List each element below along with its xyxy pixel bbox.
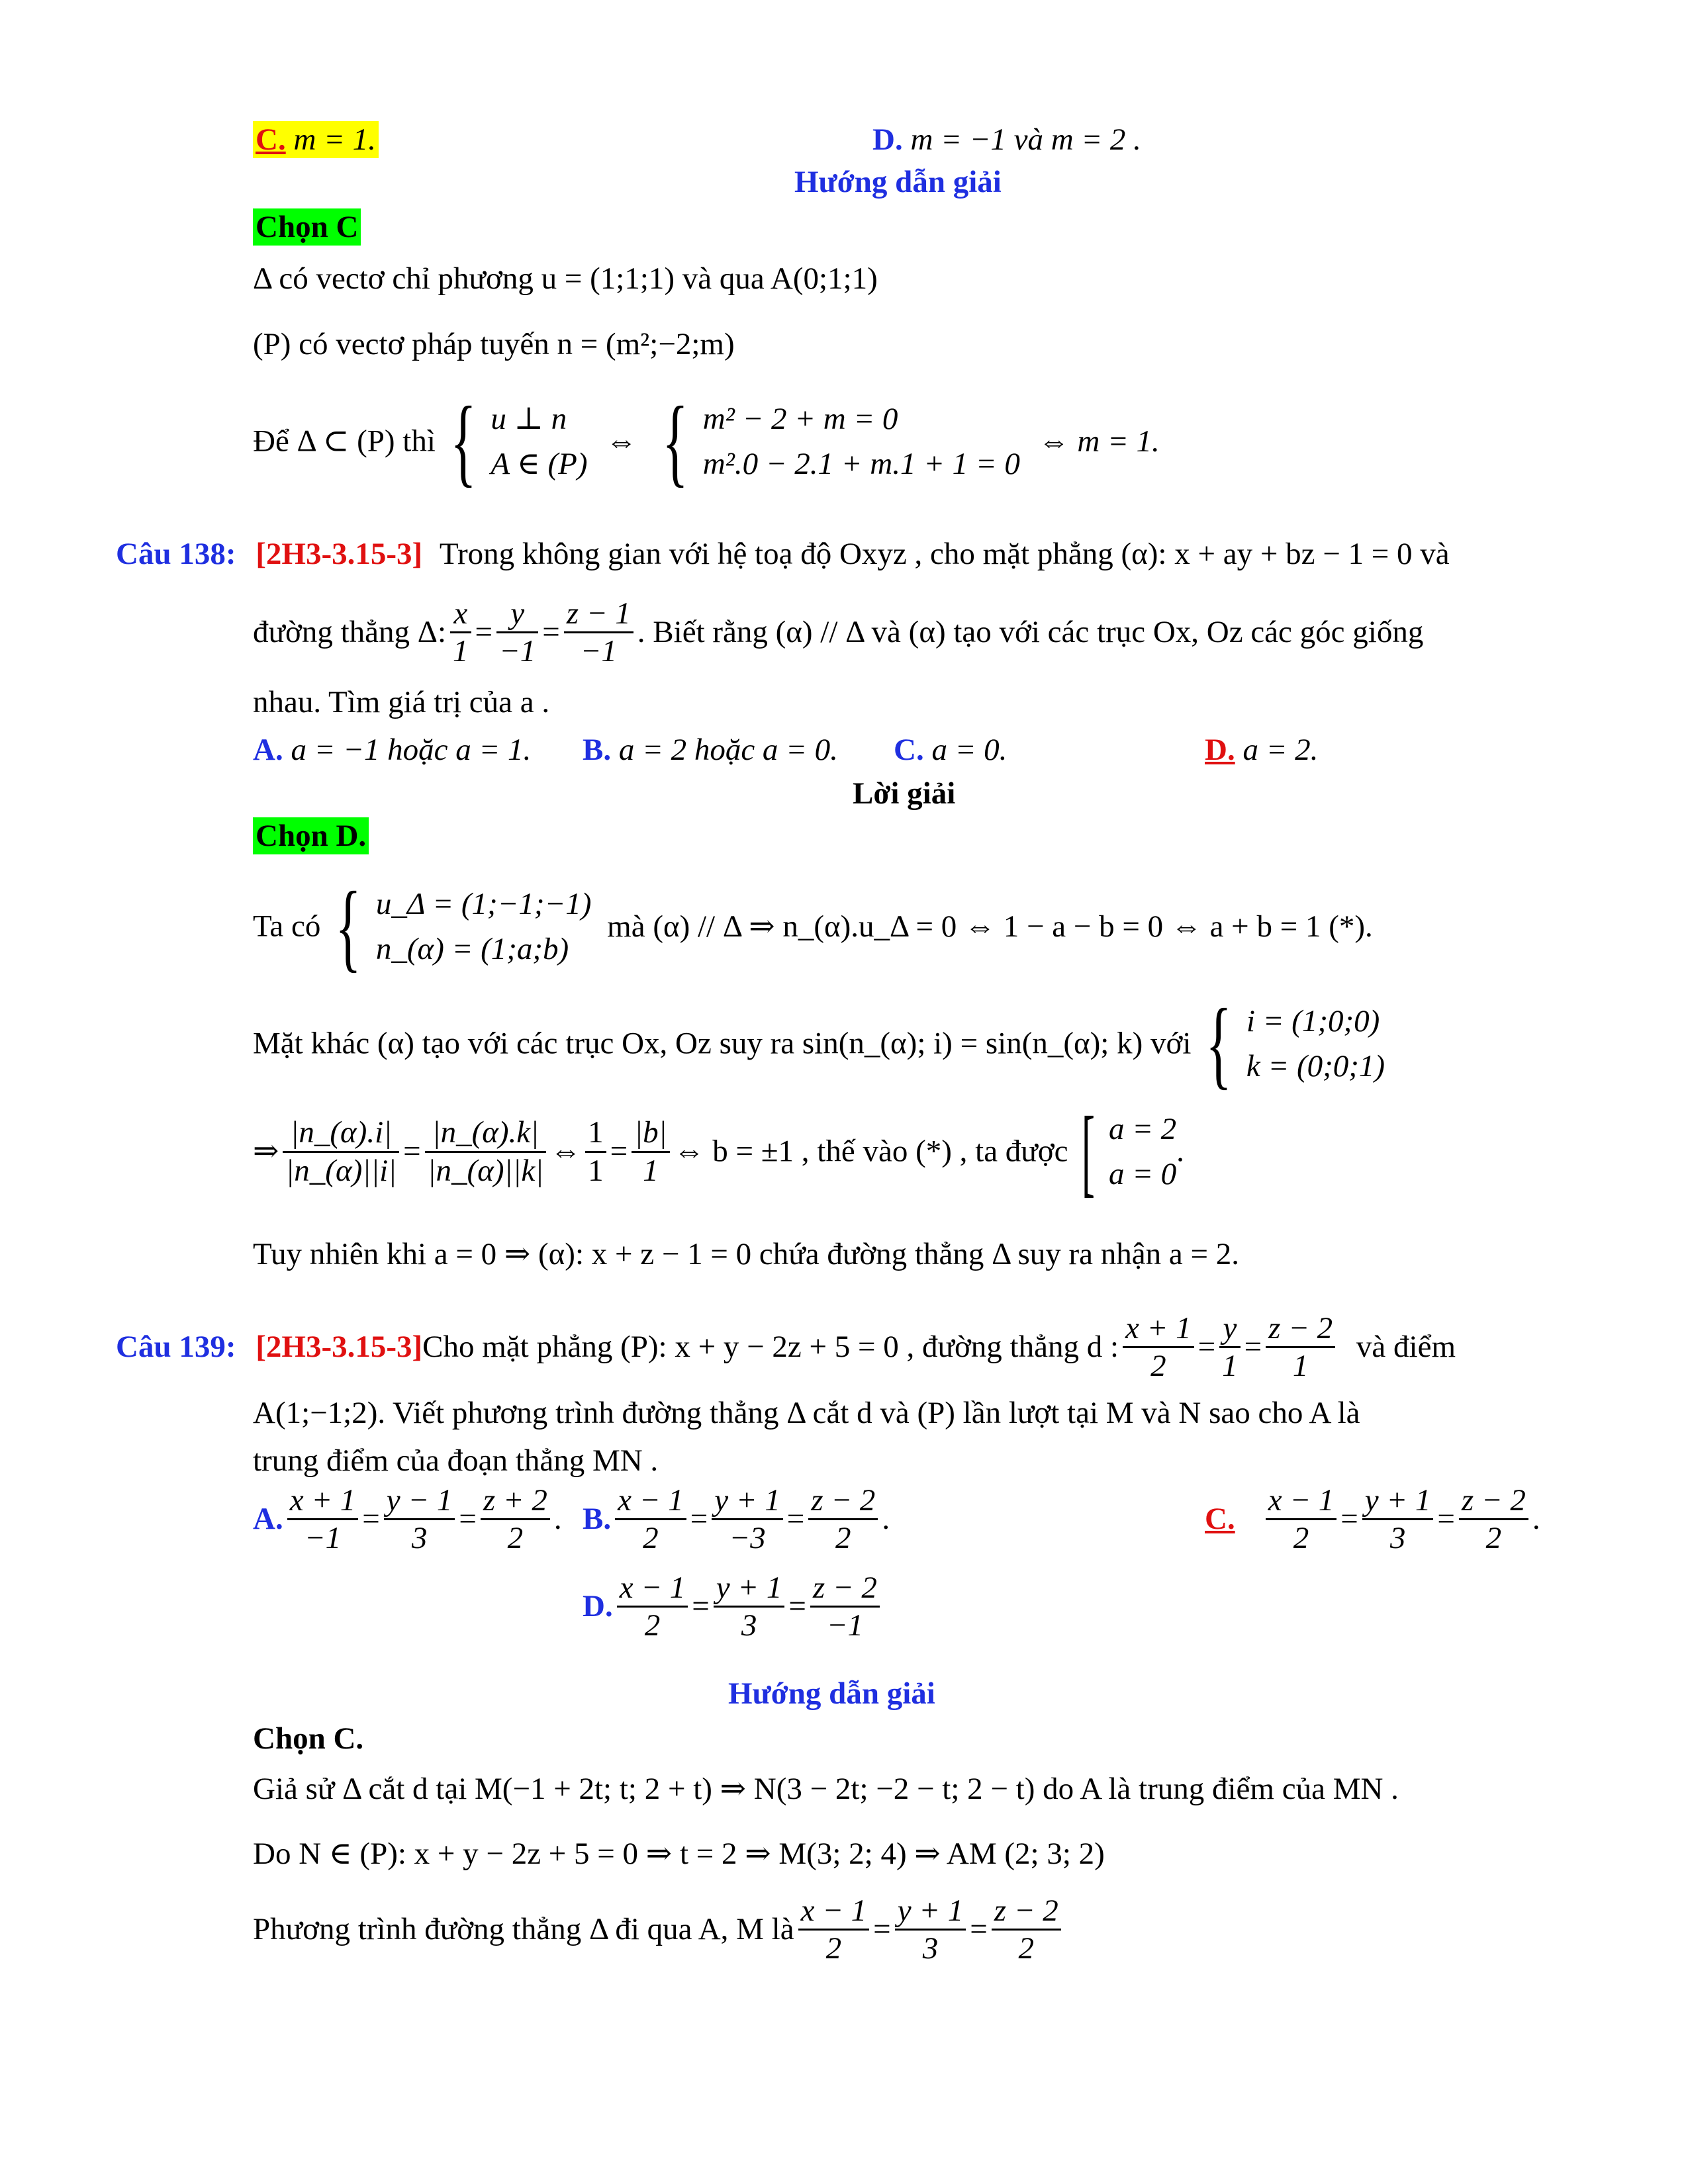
q139-chosen: Chọn C.	[253, 1721, 364, 1756]
q139-option-b: B. $\frac{x - 1}{2}$ = $\frac{y + 1}{-3}$ = $\frac{z - 2}{2}$ .	[583, 1483, 890, 1556]
q139-stem-line3: trung điểm của đoạn thẳng MN .	[253, 1443, 659, 1478]
q137-line3: Để Δ ⊂ (P) thì { u ⊥ n A ∈ (P) ⇔ { m² − 2 + m = 0 m².0 − 2.1 + m.1 + 1 = 0 ⇔ m = 1.	[253, 387, 1160, 496]
q139-option-a: A. $\frac{x + 1}{-1}$ = $\frac{y - 1}{3}$ = $\frac{z + 2}{2}$ .	[253, 1483, 562, 1556]
q138-option-a: A. a = −1 hoặc a = 1.	[253, 733, 532, 767]
q139-option-d: D. $\frac{x - 1}{2}$ = $\frac{y + 1}{3}$ = $\frac{z - 2}{-1}$	[583, 1570, 884, 1643]
q138-stem-line3: nhau. Tìm giá trị của a .	[253, 685, 550, 719]
q139-option-c: C. $\frac{x - 1}{2}$ = $\frac{y + 1}{3}$ = $\frac{z - 2}{2}$ .	[1205, 1483, 1540, 1556]
q138-chosen: Chọn D.	[253, 821, 369, 852]
q137-option-d: D. m = −1 và m = 2 .	[872, 122, 1141, 157]
q137-chosen: Chọn C	[253, 212, 361, 243]
q137-guide-heading: Hướng dẫn giải	[794, 165, 1002, 199]
q139-stem-line2: A(1;−1;2). Viết phương trình đường thẳng Δ cắt d và (P) lần lượt tại M và N sao cho A là	[253, 1396, 1360, 1430]
q137-option-c: C. m = 1.	[253, 124, 379, 156]
q138-sol-line2: Mặt khác (α) tạo với các trục Ox, Oz suy ra sin(n_(α); i) = sin(n_(α); k) với { i = (1;0;0) k = (0;0;1)	[253, 989, 1385, 1099]
q138-sol-line1: Ta có { u_Δ = (1;−1;−1) n_(α) = (1;a;b) mà (α) // Δ ⇒ n_(α).u_Δ = 0 ⇔ 1 − a − b = 0 ⇔ a + b = 1 (*).	[253, 872, 1373, 981]
q139-sol-line2: Do N ∈ (P): x + y − 2z + 5 = 0 ⇒ t = 2 ⇒ M(3; 2; 4) ⇒ AM (2; 3; 2)	[253, 1837, 1105, 1871]
q139-sol-line1: Giả sử Δ cắt d tại M(−1 + 2t; t; 2 + t) ⇒ N(3 − 2t; −2 − t; 2 − t) do A là trung điểm của MN .	[253, 1772, 1399, 1806]
q139-stem-line1: Câu 139: [2H3-3.15-3]Cho mặt phẳng (P): x + y − 2z + 5 = 0 , đường thẳng d : $\frac{x + 1}{2}$ = $\frac{y}{1}$ = $\frac{z - 2}{1}$ và điểm	[116, 1311, 1456, 1384]
q138-option-d: D. a = 2.	[1205, 733, 1319, 767]
q138-sol-line4: Tuy nhiên khi a = 0 ⇒ (α): x + z − 1 = 0 chứa đường thẳng Δ suy ra nhận a = 2.	[253, 1237, 1240, 1271]
q138-stem-line2: đường thẳng Δ: $\frac{x}{1}$ = $\frac{y}{-1}$ = $\frac{z - 1}{-1}$ . Biết rằng (α) // Δ và (α) tạo với các trục Ox, Oz các góc giống	[253, 596, 1424, 669]
q138-stem-line1: Câu 138: [2H3-3.15-3] Trong không gian với hệ toạ độ Oxyz , cho mặt phẳng (α): x + ay + bz − 1 = 0 và	[116, 537, 1450, 571]
q138-option-c: C. a = 0.	[894, 733, 1008, 767]
q138-sol-line3: ⇒ $\frac{|n\_(\alpha).i|}{|n\_(\alpha)||i|}$ = $\frac{|n\_(\alpha).k|}{|n\_(\alpha)||k|}$ ⇔ $\frac{1}{1}$ = $\frac{|b|}{1}$ ⇔ b = ±1 , thế vào (*) , ta được [ a = 2 a = 0.	[253, 1097, 1184, 1206]
q139-sol-line3: Phương trình đường thẳng Δ đi qua A, M là $\frac{x - 1}{2}$ = $\frac{y + 1}{3}$ = $\frac{z - 2}{2}$	[253, 1893, 1065, 1966]
q138-solution-heading: Lời giải	[853, 776, 956, 811]
q139-guide-heading: Hướng dẫn giải	[728, 1676, 935, 1711]
q137-line1: Δ có vectơ chỉ phương u = (1;1;1) và qua A(0;1;1)	[253, 261, 878, 296]
q138-option-b: B. a = 2 hoặc a = 0.	[583, 733, 838, 767]
q137-line2: (P) có vectơ pháp tuyến n = (m²;−2;m)	[253, 327, 735, 361]
